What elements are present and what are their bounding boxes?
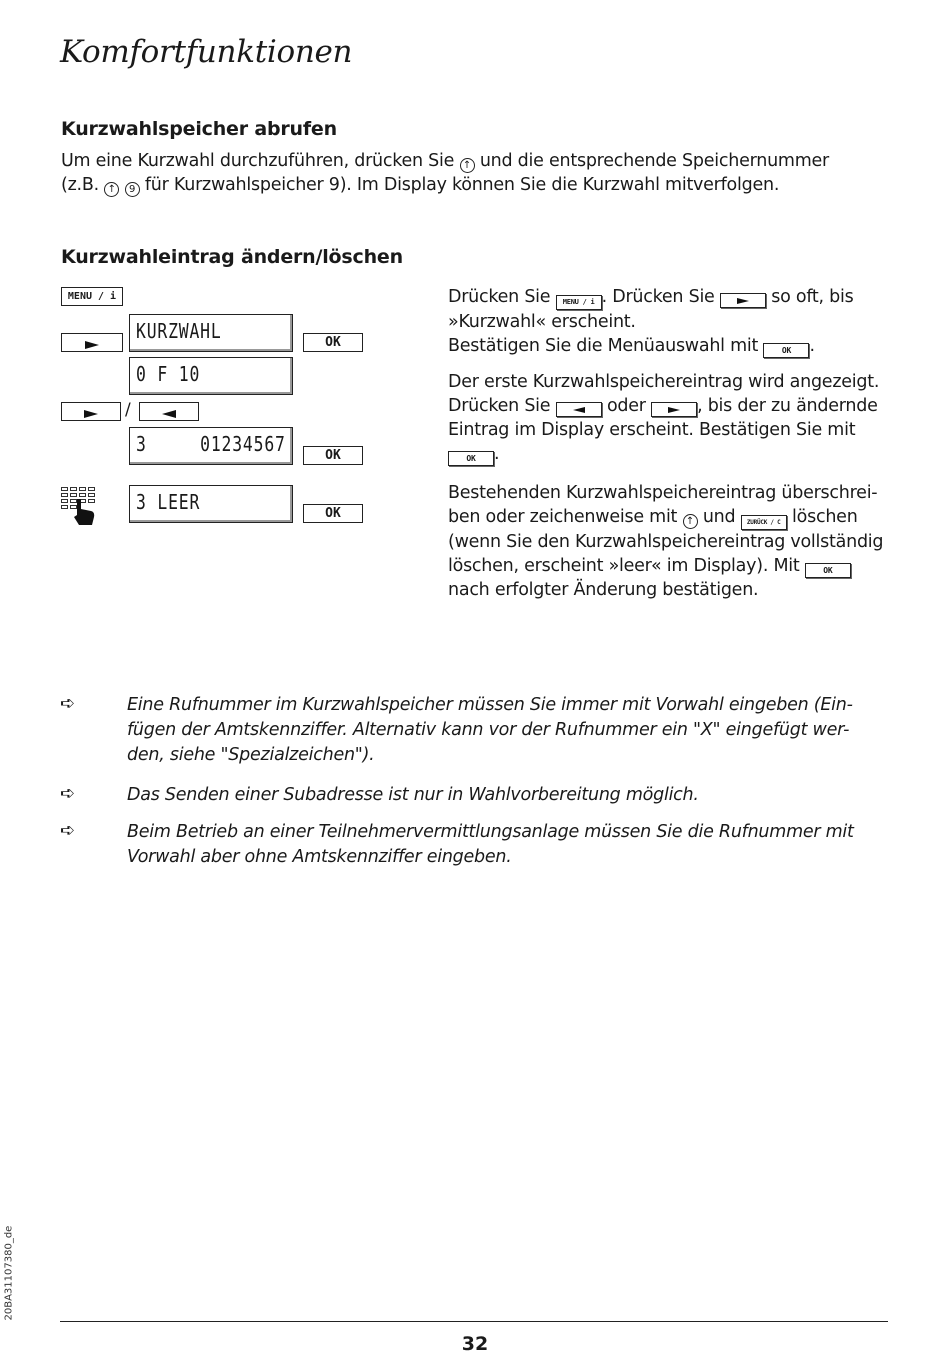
note-arrow-icon: ➪ — [60, 820, 76, 841]
left-arrow-icon — [162, 410, 176, 418]
lcd-display-1: KURZWAHL — [129, 314, 293, 352]
ok-key[interactable]: OK — [303, 333, 363, 352]
note-arrow-icon: ➪ — [60, 783, 76, 804]
right-arrow-key-inline — [720, 293, 766, 308]
speed-dial-key-icon: ↑ — [460, 158, 475, 173]
ok-key-inline: OK — [763, 343, 809, 358]
page-title: Komfortfunktionen — [60, 34, 353, 70]
instruction-paragraph-3: Bestehenden Kurzwahlspeichereintrag überschrei- ben oder zeichenweise mit ↑ und ZURÜCK / C löschen (wenn Sie den Kurzwahlspeichereintrag vollständig löschen, erscheint »leer« im Display). Mit OK nach erfolgter Änderung bestätigen. — [448, 483, 884, 600]
right-arrow-key[interactable] — [61, 402, 121, 421]
text-line: und die entsprechende Speichernummer — [479, 151, 829, 171]
text-line: für Kurzwahlspeicher 9). Im Display können Sie die Kurzwahl mitverfolgen. — [144, 175, 780, 195]
menu-key[interactable]: MENU / i — [61, 287, 123, 306]
right-arrow-key-inline — [651, 402, 697, 417]
section1-paragraph — [61, 149, 861, 197]
text-line: Um eine Kurzwahl durchzuführen, drücken Sie — [61, 151, 455, 171]
page-number: 32 — [461, 1333, 489, 1355]
note-arrow-icon: ➪ — [60, 693, 76, 714]
left-arrow-icon — [573, 407, 585, 413]
left-arrow-key-inline — [556, 402, 602, 417]
ok-key[interactable]: OK — [303, 446, 363, 465]
ok-key-inline: OK — [805, 563, 851, 578]
section-heading-recall: Kurzwahlspeicher abrufen — [61, 118, 337, 140]
back-key-inline: ZURÜCK / C — [741, 515, 787, 530]
lcd-display-2: 0 F 10 — [129, 357, 293, 395]
keypad-hand-icon — [61, 487, 101, 527]
document-code: 20BA31107380_de — [3, 1225, 15, 1321]
lcd-display-3: 3 01234567 — [129, 427, 293, 465]
ok-key[interactable]: OK — [303, 504, 363, 523]
key-separator: / — [125, 400, 131, 420]
right-arrow-icon — [85, 341, 99, 349]
right-arrow-key[interactable] — [61, 333, 123, 352]
ok-key-inline: OK — [448, 451, 494, 466]
right-arrow-icon — [737, 298, 749, 304]
right-arrow-icon — [84, 410, 98, 418]
left-arrow-key[interactable] — [139, 402, 199, 421]
speed-dial-key-icon: ↑ — [104, 182, 119, 197]
note-2: Das Senden einer Subadresse ist nur in Wahlvorbereitung möglich. — [127, 785, 699, 805]
instruction-paragraph-1: Drücken Sie MENU / i . Drücken Sie so oft, bis »Kurzwahl« erscheint. Bestätigen Sie die Menüauswahl mit OK . — [448, 287, 854, 356]
menu-key-inline: MENU / i — [556, 295, 602, 310]
footer-divider — [60, 1321, 888, 1322]
speed-dial-key-icon: ↑ — [683, 514, 698, 529]
lcd-display-4: 3 LEER — [129, 485, 293, 523]
text-line: (z.B. — [61, 175, 99, 195]
note-3: Beim Betrieb an einer Teilnehmervermittlungsanlage müssen Sie die Rufnummer mit Vorwahl aber ohne Amtskennziffer eingeben. — [127, 822, 854, 867]
note-1: Eine Rufnummer im Kurzwahlspeicher müssen Sie immer mit Vorwahl eingeben (Ein- fügen der Amtskennziffer. Alternativ kann vor der Rufnummer ein "X" eingefügt wer- den, siehe "Spezialzeichen"). — [127, 695, 853, 765]
section-heading-edit: Kurzwahleintrag ändern/löschen — [61, 246, 403, 268]
right-arrow-icon — [668, 407, 680, 413]
instruction-paragraph-2: Der erste Kurzwahlspeichereintrag wird angezeigt. Drücken Sie oder , bis der zu ändernde Eintrag im Display erscheint. Bestätigen Sie mit OK . — [448, 372, 880, 464]
digit-key-9-icon: 9 — [125, 182, 140, 197]
